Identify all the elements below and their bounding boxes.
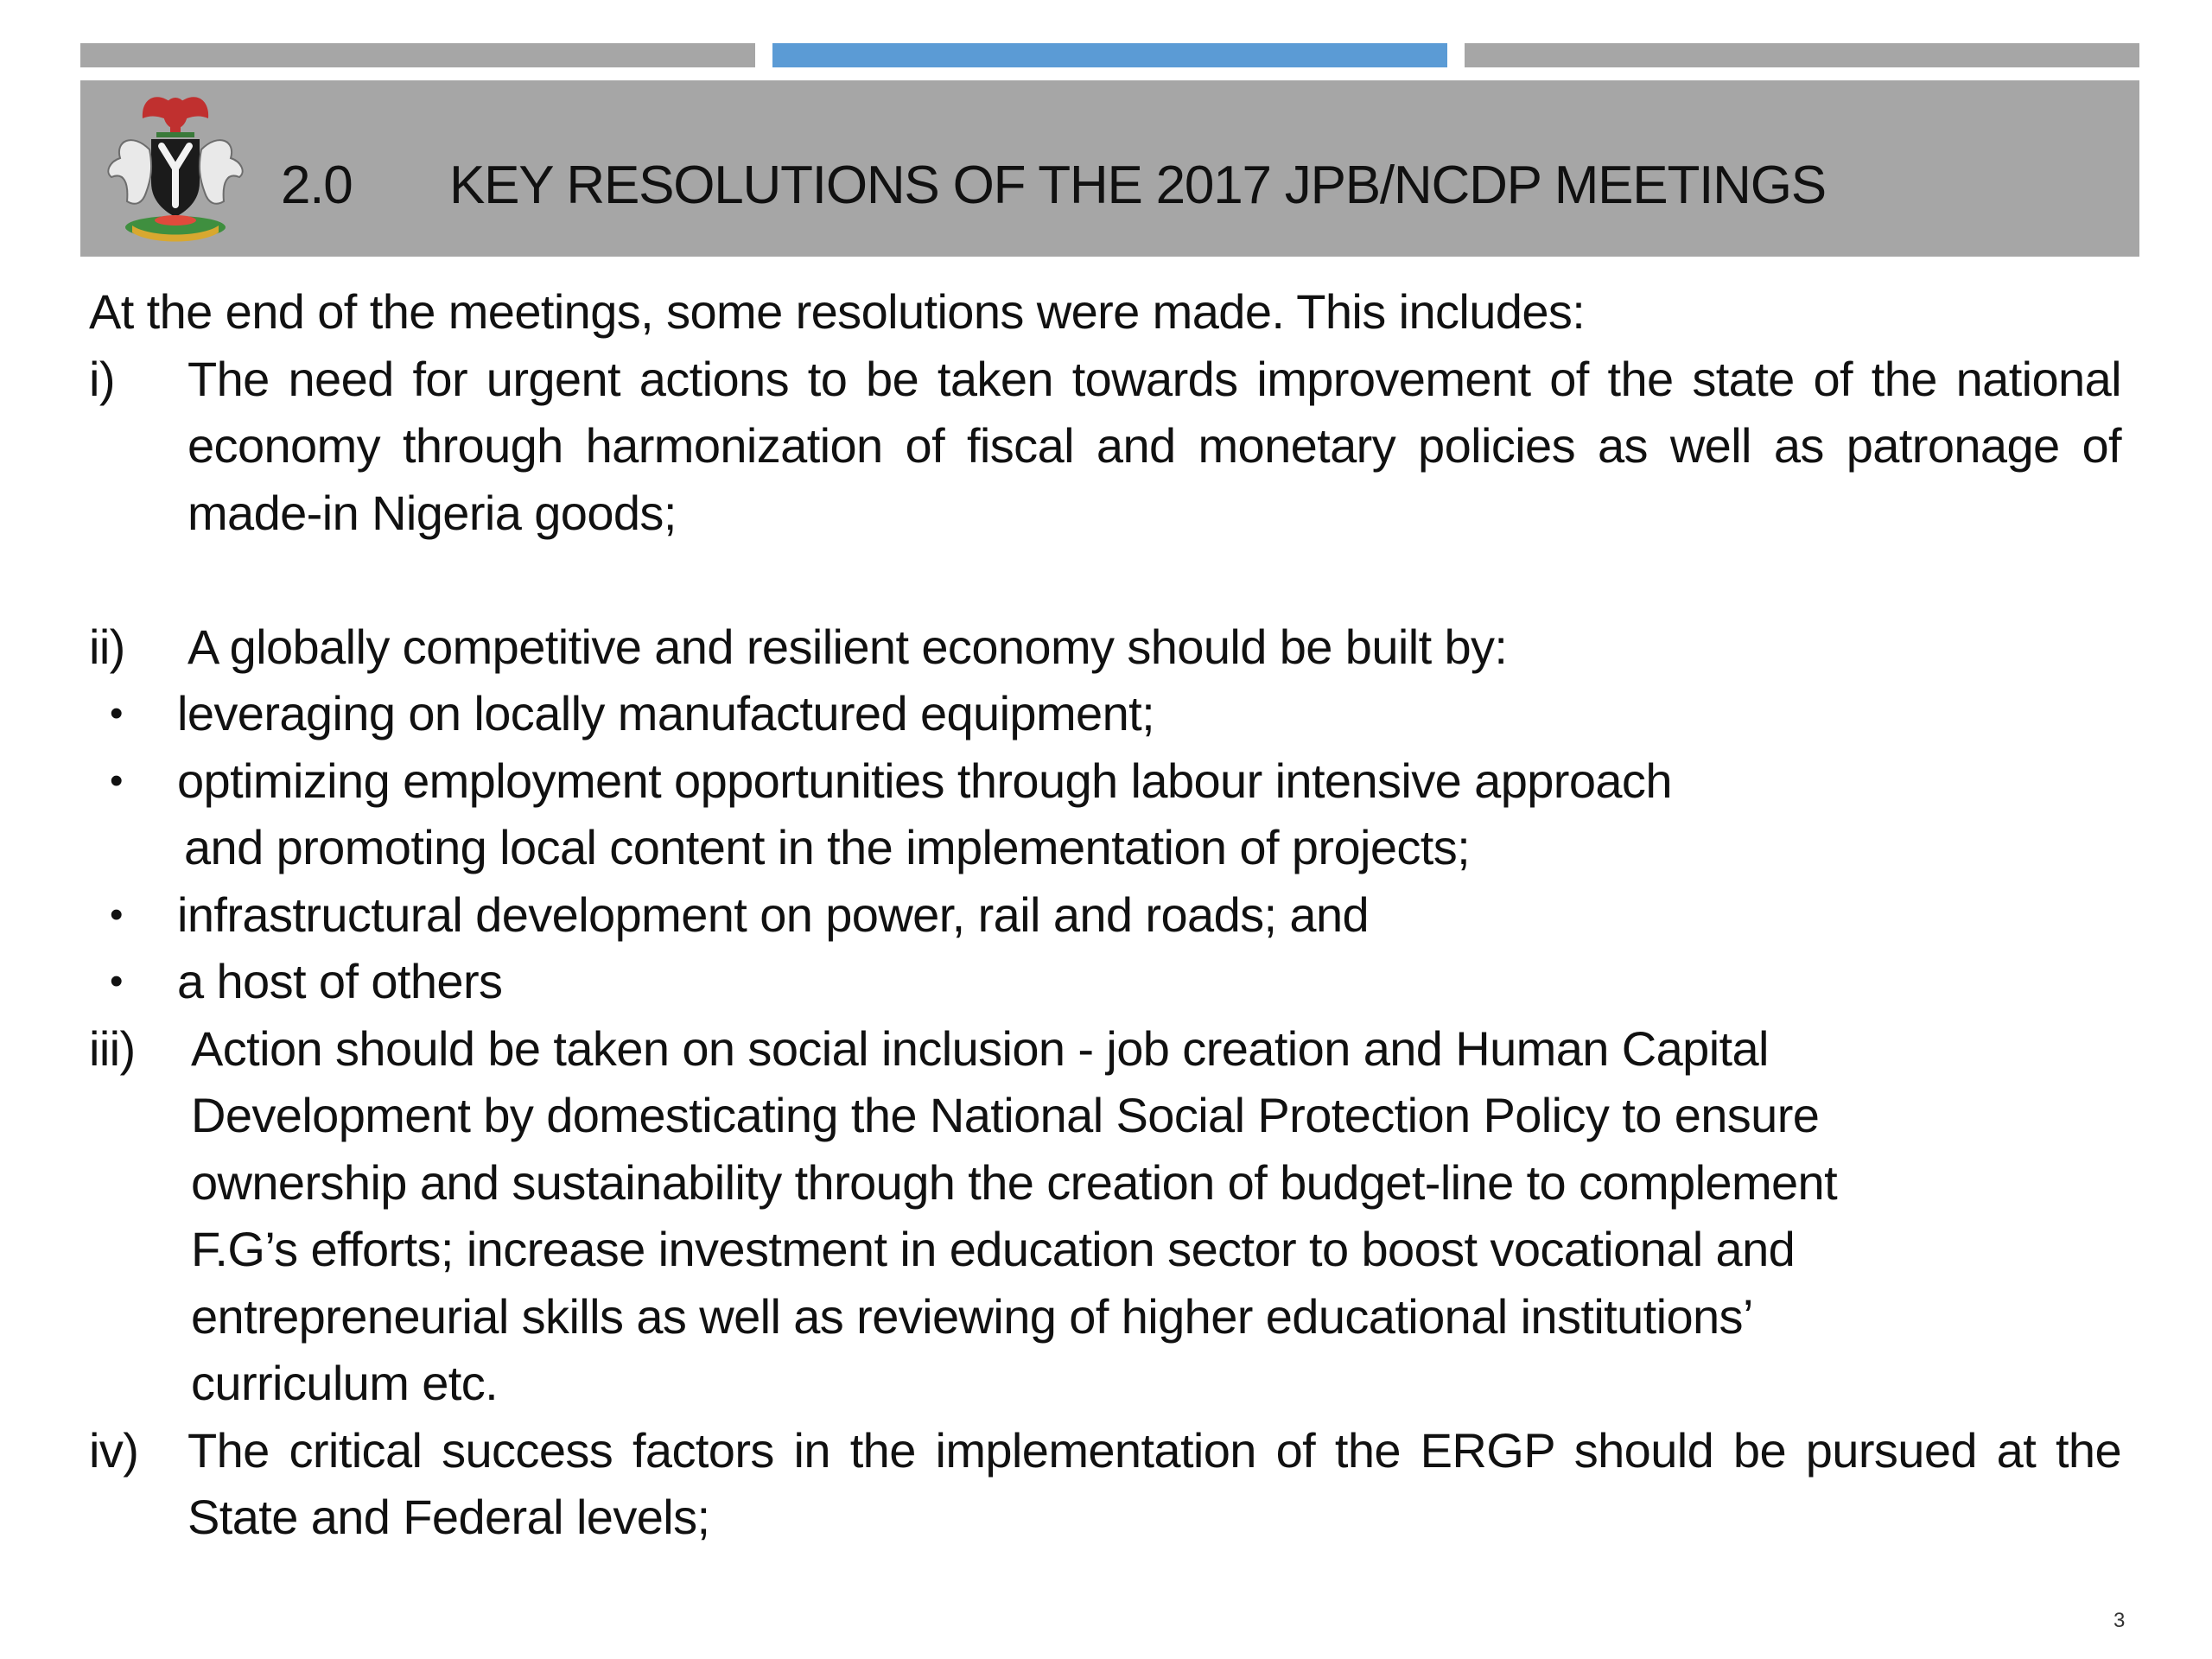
nigeria-coat-of-arms-icon (89, 89, 262, 249)
accent-bar-right (1465, 43, 2139, 67)
slide-body (89, 278, 2121, 1551)
item-marker: ii) (89, 619, 125, 674)
bullet-item (89, 948, 2121, 1015)
resolution-item-4 (89, 1417, 2121, 1551)
item-marker: iii) (89, 1020, 136, 1076)
page-number: 3 (2113, 1609, 2126, 1632)
intro-text: At the end of the meetings, some resolutions were made. This includes: (89, 284, 1586, 339)
bullet-text: optimizing employment opportunities through labour intensive approach (177, 753, 1672, 808)
accent-bar-left (80, 43, 755, 67)
item-text-line: Development by domesticating the National Social Protection Policy to ensure (191, 1088, 1820, 1142)
bullet-dot: • (110, 692, 123, 734)
item-text-line: ownership and sustainability through the creation of budget-line to complement (191, 1154, 1838, 1210)
item-text: A globally competitive and resilient economy should be built by: (188, 619, 1508, 674)
bullet-item (89, 747, 2121, 881)
resolution-item-2 (89, 613, 2121, 681)
item-marker: iv) (89, 1422, 139, 1478)
bullet-text-continued: and promoting local content in the implementation of projects; (184, 820, 1471, 874)
item-text-line: Action should be taken on social inclusion - job creation and Human Capital (191, 1020, 1769, 1076)
item-text-line: F.G’s efforts; increase investment in education sector to boost vocational and (191, 1222, 1796, 1276)
item-text: The critical success factors in the implementation of the ERGP should be pursued at the State and Federal levels; (188, 1422, 2121, 1544)
bullet-list (89, 680, 2121, 1015)
bullet-text: a host of others (177, 954, 503, 1008)
resolution-item-3 (89, 1015, 2121, 1417)
bullet-item (89, 680, 2121, 747)
item-text: The need for urgent actions to be taken towards improvement of the state of the national economy through harmonization of fiscal and monetary policies as well as patronage of made-in Nigeria goods; (188, 351, 2121, 540)
bullet-dot: • (110, 759, 123, 802)
spacer (89, 546, 2121, 613)
bullet-text: infrastructural development on power, rail and roads; and (177, 887, 1370, 942)
title-text: KEY RESOLUTIONS OF THE 2017 JPB/NCDP MEETINGS (449, 156, 1826, 215)
slide-title (281, 151, 1826, 220)
resolution-item-1 (89, 346, 2121, 547)
bullet-dot: • (110, 960, 123, 1002)
item-text-line: curriculum etc. (191, 1356, 499, 1410)
bullet-text: leveraging on locally manufactured equipment; (177, 686, 1155, 741)
item-text (188, 1015, 2121, 1417)
title-number: 2.0 (281, 156, 353, 215)
top-accent-bars (80, 43, 2139, 67)
bullet-dot: • (110, 893, 123, 936)
title-band (80, 80, 2139, 257)
bullet-item (89, 881, 2121, 949)
item-marker: i) (89, 351, 115, 406)
accent-bar-center (772, 43, 1447, 67)
item-text-line: entrepreneurial skills as well as reviewing of higher educational institutions’ (191, 1288, 1753, 1344)
